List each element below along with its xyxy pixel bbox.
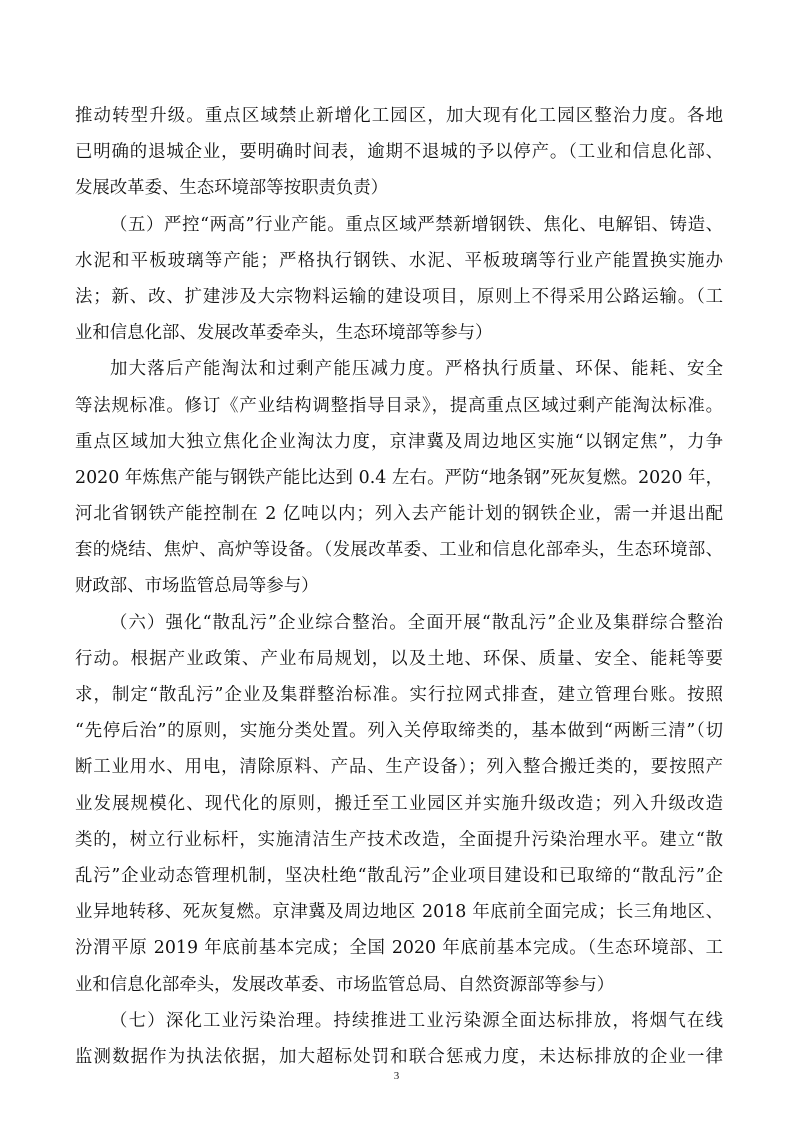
text-line: 加大落后产能淘汰和过剩产能压减力度。严格执行质量、环保、能耗、安全 bbox=[110, 359, 723, 380]
text-line: 行动。根据产业政策、产业布局规划，以及土地、环保、质量、安全、能耗等要 bbox=[75, 648, 723, 669]
text-line: 汾渭平原 2019 年底前基本完成；全国 2020 年底前基本完成。（生态环境部、工 bbox=[75, 938, 723, 959]
text-line: （七）深化工业污染治理。持续推进工业污染源全面达标排放，将烟气在线 bbox=[110, 1010, 723, 1031]
text-line: 发展改革委、生态环境部等按职责负责） bbox=[75, 178, 389, 199]
text-line: 河北省钢铁产能控制在 2 亿吨以内；列入去产能计划的钢铁企业，需一并退出配 bbox=[75, 504, 723, 525]
text-line: 业和信息化部牵头，发展改革委、市场监管总局、自然资源部等参与） bbox=[75, 974, 615, 995]
text-line: 等法规标准。修订《产业结构调整指导目录》，提高重点区域过剩产能淘汰标准。 bbox=[75, 395, 723, 416]
text-line: 业异地转移、死灰复燃。京津冀及周边地区 2018 年底前全面完成；长三角地区、 bbox=[75, 902, 723, 923]
text-line: 类的，树立行业标杆，实施清洁生产技术改造，全面提升污染治理水平。建立“散 bbox=[75, 829, 723, 850]
text-line: 2020 年炼焦产能与钢铁产能比达到 0.4 左右。严防“地条钢”死灰复燃。2020 年， bbox=[75, 467, 723, 488]
text-line: 重点区域加大独立焦化企业淘汰力度，京津冀及周边地区实施“以钢定焦”，力争 bbox=[75, 431, 723, 452]
text-line: 已明确的退城企业，要明确时间表，逾期不退城的予以停产。（工业和信息化部、 bbox=[75, 142, 723, 163]
text-line: 水泥和平板玻璃等产能；严格执行钢铁、水泥、平板玻璃等行业产能置换实施办 bbox=[75, 250, 723, 271]
text-line: 套的烧结、焦炉、高炉等设备。（发展改革委、工业和信息化部牵头，生态环境部、 bbox=[75, 540, 723, 561]
text-line: 财政部、市场监管总局等参与） bbox=[75, 576, 319, 597]
text-line: （六）强化“散乱污”企业综合整治。全面开展“散乱污”企业及集群综合整治 bbox=[110, 612, 723, 633]
text-line: 业发展规模化、现代化的原则，搬迁至工业园区并实施升级改造；列入升级改造 bbox=[75, 793, 723, 814]
text-line: 乱污”企业动态管理机制，坚决杜绝“散乱污”企业项目建设和已取缔的“散乱污”企 bbox=[75, 865, 723, 886]
text-line: 求，制定“散乱污”企业及集群整治标准。实行拉网式排查，建立管理台账。按照 bbox=[75, 685, 723, 705]
text-line: 推动转型升级。重点区域禁止新增化工园区，加大现有化工园区整治力度。各地 bbox=[75, 106, 723, 126]
body-text bbox=[75, 98, 723, 1075]
text-line: 法；新、改、扩建涉及大宗物料运输的建设项目，原则上不得采用公路运输。（工 bbox=[75, 286, 723, 307]
text-line: 断工业用水、用电，清除原料、产品、生产设备）；列入整合搬迁类的，要按照产 bbox=[75, 757, 723, 778]
text-line: （五）严控“两高”行业产能。重点区域严禁新增钢铁、焦化、电解铝、铸造、 bbox=[110, 214, 723, 235]
text-line: 业和信息化部、发展改革委牵头，生态环境部等参与） bbox=[75, 323, 493, 344]
text-line: “先停后治”的原则，实施分类处置。列入关停取缔类的，基本做到“两断三清”（切 bbox=[75, 721, 723, 742]
page-number: 3 bbox=[393, 1070, 400, 1082]
text-line: 监测数据作为执法依据，加大超标处罚和联合惩戒力度，未达标排放的企业一律 bbox=[75, 1046, 723, 1067]
